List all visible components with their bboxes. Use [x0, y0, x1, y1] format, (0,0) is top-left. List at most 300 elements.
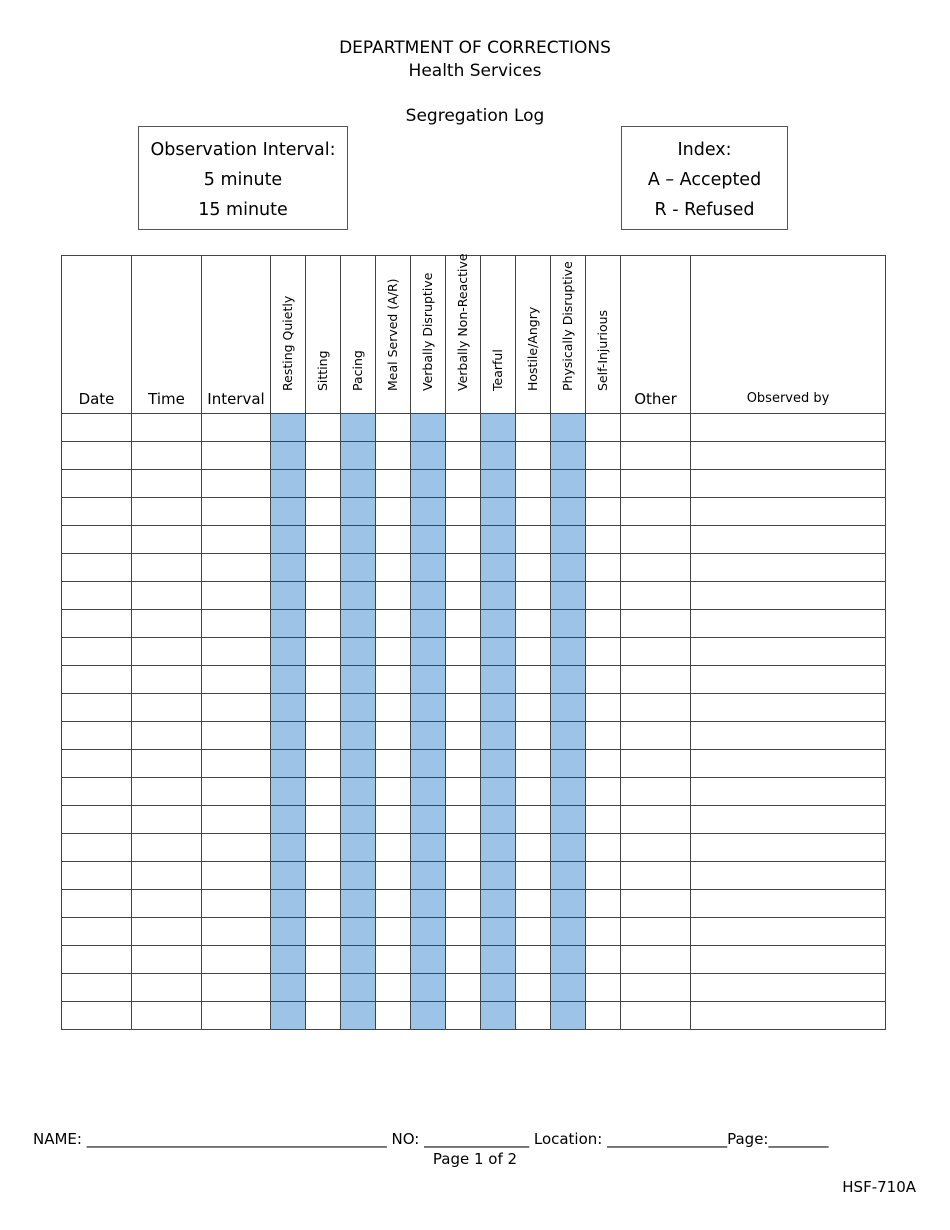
log-cell-tearful[interactable] — [481, 498, 516, 526]
log-cell-hostile-angry[interactable] — [516, 946, 551, 974]
log-cell-sitting[interactable] — [306, 582, 341, 610]
log-cell-physically-disruptive[interactable] — [551, 666, 586, 694]
log-cell-resting-quietly[interactable] — [271, 778, 306, 806]
log-cell-physically-disruptive[interactable] — [551, 946, 586, 974]
log-cell-meal-served-a-r[interactable] — [376, 554, 411, 582]
log-cell-tearful[interactable] — [481, 414, 516, 442]
log-cell-observed-by[interactable] — [691, 974, 886, 1002]
log-cell-meal-served-a-r[interactable] — [376, 582, 411, 610]
log-cell-resting-quietly[interactable] — [271, 610, 306, 638]
log-cell-physically-disruptive[interactable] — [551, 722, 586, 750]
log-cell-verbally-disruptive[interactable] — [411, 414, 446, 442]
log-cell-sitting[interactable] — [306, 498, 341, 526]
log-cell-tearful[interactable] — [481, 806, 516, 834]
log-cell-pacing[interactable] — [341, 582, 376, 610]
log-cell-meal-served-a-r[interactable] — [376, 666, 411, 694]
log-cell-physically-disruptive[interactable] — [551, 862, 586, 890]
log-cell-hostile-angry[interactable] — [516, 554, 551, 582]
log-cell-tearful[interactable] — [481, 638, 516, 666]
log-cell-meal-served-a-r[interactable] — [376, 834, 411, 862]
log-cell-time[interactable] — [132, 582, 202, 610]
log-cell-tearful[interactable] — [481, 722, 516, 750]
log-cell-physically-disruptive[interactable] — [551, 470, 586, 498]
log-cell-time[interactable] — [132, 918, 202, 946]
log-cell-pacing[interactable] — [341, 1002, 376, 1030]
log-cell-pacing[interactable] — [341, 722, 376, 750]
log-cell-self-injurious[interactable] — [586, 750, 621, 778]
log-cell-sitting[interactable] — [306, 946, 341, 974]
log-cell-physically-disruptive[interactable] — [551, 918, 586, 946]
log-cell-interval[interactable] — [202, 666, 271, 694]
log-cell-hostile-angry[interactable] — [516, 442, 551, 470]
log-cell-other[interactable] — [621, 470, 691, 498]
log-cell-self-injurious[interactable] — [586, 694, 621, 722]
log-cell-date[interactable] — [62, 862, 132, 890]
log-cell-pacing[interactable] — [341, 526, 376, 554]
log-cell-physically-disruptive[interactable] — [551, 442, 586, 470]
log-cell-tearful[interactable] — [481, 834, 516, 862]
log-cell-self-injurious[interactable] — [586, 806, 621, 834]
log-cell-observed-by[interactable] — [691, 946, 886, 974]
log-cell-verbally-non-reactive[interactable] — [446, 554, 481, 582]
log-cell-resting-quietly[interactable] — [271, 834, 306, 862]
log-cell-pacing[interactable] — [341, 470, 376, 498]
log-cell-observed-by[interactable] — [691, 778, 886, 806]
log-cell-meal-served-a-r[interactable] — [376, 890, 411, 918]
log-cell-other[interactable] — [621, 498, 691, 526]
log-cell-self-injurious[interactable] — [586, 442, 621, 470]
log-cell-sitting[interactable] — [306, 918, 341, 946]
log-cell-date[interactable] — [62, 946, 132, 974]
log-cell-verbally-non-reactive[interactable] — [446, 722, 481, 750]
log-cell-observed-by[interactable] — [691, 498, 886, 526]
log-cell-date[interactable] — [62, 442, 132, 470]
log-cell-physically-disruptive[interactable] — [551, 1002, 586, 1030]
log-cell-tearful[interactable] — [481, 1002, 516, 1030]
log-cell-observed-by[interactable] — [691, 638, 886, 666]
log-cell-sitting[interactable] — [306, 974, 341, 1002]
log-cell-pacing[interactable] — [341, 610, 376, 638]
log-cell-hostile-angry[interactable] — [516, 694, 551, 722]
log-cell-physically-disruptive[interactable] — [551, 778, 586, 806]
log-cell-pacing[interactable] — [341, 890, 376, 918]
log-cell-physically-disruptive[interactable] — [551, 750, 586, 778]
log-cell-observed-by[interactable] — [691, 750, 886, 778]
log-cell-pacing[interactable] — [341, 498, 376, 526]
log-cell-time[interactable] — [132, 694, 202, 722]
log-cell-resting-quietly[interactable] — [271, 918, 306, 946]
log-cell-date[interactable] — [62, 498, 132, 526]
log-cell-observed-by[interactable] — [691, 694, 886, 722]
log-cell-other[interactable] — [621, 862, 691, 890]
log-cell-interval[interactable] — [202, 1002, 271, 1030]
log-cell-self-injurious[interactable] — [586, 470, 621, 498]
log-cell-self-injurious[interactable] — [586, 610, 621, 638]
log-cell-observed-by[interactable] — [691, 470, 886, 498]
log-cell-physically-disruptive[interactable] — [551, 414, 586, 442]
log-cell-date[interactable] — [62, 610, 132, 638]
log-cell-observed-by[interactable] — [691, 610, 886, 638]
log-cell-interval[interactable] — [202, 638, 271, 666]
log-cell-meal-served-a-r[interactable] — [376, 974, 411, 1002]
log-cell-meal-served-a-r[interactable] — [376, 1002, 411, 1030]
log-cell-resting-quietly[interactable] — [271, 974, 306, 1002]
log-cell-pacing[interactable] — [341, 806, 376, 834]
log-cell-physically-disruptive[interactable] — [551, 890, 586, 918]
log-cell-tearful[interactable] — [481, 470, 516, 498]
log-cell-hostile-angry[interactable] — [516, 806, 551, 834]
log-cell-resting-quietly[interactable] — [271, 582, 306, 610]
log-cell-tearful[interactable] — [481, 694, 516, 722]
log-cell-hostile-angry[interactable] — [516, 638, 551, 666]
log-cell-hostile-angry[interactable] — [516, 1002, 551, 1030]
log-cell-time[interactable] — [132, 1002, 202, 1030]
log-cell-physically-disruptive[interactable] — [551, 582, 586, 610]
log-cell-hostile-angry[interactable] — [516, 498, 551, 526]
log-cell-pacing[interactable] — [341, 778, 376, 806]
log-cell-pacing[interactable] — [341, 638, 376, 666]
log-cell-other[interactable] — [621, 834, 691, 862]
log-cell-interval[interactable] — [202, 610, 271, 638]
log-cell-verbally-disruptive[interactable] — [411, 666, 446, 694]
log-cell-sitting[interactable] — [306, 470, 341, 498]
log-cell-hostile-angry[interactable] — [516, 470, 551, 498]
log-cell-sitting[interactable] — [306, 610, 341, 638]
log-cell-tearful[interactable] — [481, 610, 516, 638]
log-cell-hostile-angry[interactable] — [516, 582, 551, 610]
log-cell-interval[interactable] — [202, 414, 271, 442]
log-cell-verbally-disruptive[interactable] — [411, 806, 446, 834]
log-cell-tearful[interactable] — [481, 778, 516, 806]
log-cell-tearful[interactable] — [481, 890, 516, 918]
log-cell-interval[interactable] — [202, 946, 271, 974]
log-cell-verbally-disruptive[interactable] — [411, 722, 446, 750]
log-cell-verbally-disruptive[interactable] — [411, 946, 446, 974]
log-cell-meal-served-a-r[interactable] — [376, 470, 411, 498]
log-cell-pacing[interactable] — [341, 414, 376, 442]
log-cell-observed-by[interactable] — [691, 806, 886, 834]
log-cell-verbally-disruptive[interactable] — [411, 610, 446, 638]
log-cell-sitting[interactable] — [306, 1002, 341, 1030]
log-cell-date[interactable] — [62, 722, 132, 750]
log-cell-observed-by[interactable] — [691, 442, 886, 470]
log-cell-verbally-non-reactive[interactable] — [446, 582, 481, 610]
log-cell-meal-served-a-r[interactable] — [376, 862, 411, 890]
log-cell-time[interactable] — [132, 610, 202, 638]
log-cell-verbally-non-reactive[interactable] — [446, 610, 481, 638]
log-cell-resting-quietly[interactable] — [271, 1002, 306, 1030]
log-cell-verbally-non-reactive[interactable] — [446, 946, 481, 974]
log-cell-pacing[interactable] — [341, 694, 376, 722]
log-cell-other[interactable] — [621, 582, 691, 610]
log-cell-verbally-disruptive[interactable] — [411, 750, 446, 778]
log-cell-verbally-disruptive[interactable] — [411, 582, 446, 610]
log-cell-resting-quietly[interactable] — [271, 946, 306, 974]
log-cell-self-injurious[interactable] — [586, 834, 621, 862]
log-cell-other[interactable] — [621, 610, 691, 638]
log-cell-sitting[interactable] — [306, 806, 341, 834]
log-cell-self-injurious[interactable] — [586, 666, 621, 694]
log-cell-resting-quietly[interactable] — [271, 890, 306, 918]
log-cell-date[interactable] — [62, 890, 132, 918]
log-cell-sitting[interactable] — [306, 442, 341, 470]
log-cell-meal-served-a-r[interactable] — [376, 638, 411, 666]
log-cell-observed-by[interactable] — [691, 834, 886, 862]
log-cell-observed-by[interactable] — [691, 862, 886, 890]
log-cell-date[interactable] — [62, 750, 132, 778]
log-cell-date[interactable] — [62, 638, 132, 666]
log-cell-resting-quietly[interactable] — [271, 806, 306, 834]
log-cell-sitting[interactable] — [306, 834, 341, 862]
log-cell-pacing[interactable] — [341, 946, 376, 974]
log-cell-time[interactable] — [132, 862, 202, 890]
log-cell-interval[interactable] — [202, 750, 271, 778]
log-cell-interval[interactable] — [202, 582, 271, 610]
log-cell-resting-quietly[interactable] — [271, 470, 306, 498]
log-cell-verbally-non-reactive[interactable] — [446, 974, 481, 1002]
log-cell-resting-quietly[interactable] — [271, 666, 306, 694]
log-cell-resting-quietly[interactable] — [271, 694, 306, 722]
log-cell-verbally-non-reactive[interactable] — [446, 778, 481, 806]
log-cell-self-injurious[interactable] — [586, 498, 621, 526]
log-cell-observed-by[interactable] — [691, 526, 886, 554]
log-cell-self-injurious[interactable] — [586, 974, 621, 1002]
log-cell-interval[interactable] — [202, 442, 271, 470]
log-cell-other[interactable] — [621, 806, 691, 834]
log-cell-pacing[interactable] — [341, 918, 376, 946]
log-cell-meal-served-a-r[interactable] — [376, 946, 411, 974]
log-cell-date[interactable] — [62, 778, 132, 806]
log-cell-hostile-angry[interactable] — [516, 778, 551, 806]
log-cell-other[interactable] — [621, 946, 691, 974]
log-cell-tearful[interactable] — [481, 582, 516, 610]
log-cell-date[interactable] — [62, 1002, 132, 1030]
log-cell-date[interactable] — [62, 582, 132, 610]
log-cell-verbally-disruptive[interactable] — [411, 778, 446, 806]
log-cell-time[interactable] — [132, 638, 202, 666]
log-cell-self-injurious[interactable] — [586, 414, 621, 442]
log-cell-tearful[interactable] — [481, 442, 516, 470]
log-cell-pacing[interactable] — [341, 666, 376, 694]
log-cell-verbally-disruptive[interactable] — [411, 470, 446, 498]
log-cell-pacing[interactable] — [341, 834, 376, 862]
log-cell-tearful[interactable] — [481, 526, 516, 554]
log-cell-date[interactable] — [62, 526, 132, 554]
log-cell-resting-quietly[interactable] — [271, 526, 306, 554]
log-cell-meal-served-a-r[interactable] — [376, 694, 411, 722]
log-cell-physically-disruptive[interactable] — [551, 806, 586, 834]
log-cell-other[interactable] — [621, 890, 691, 918]
log-cell-date[interactable] — [62, 834, 132, 862]
log-cell-sitting[interactable] — [306, 778, 341, 806]
log-cell-interval[interactable] — [202, 498, 271, 526]
log-cell-self-injurious[interactable] — [586, 918, 621, 946]
log-cell-time[interactable] — [132, 666, 202, 694]
log-cell-verbally-disruptive[interactable] — [411, 498, 446, 526]
log-cell-meal-served-a-r[interactable] — [376, 918, 411, 946]
log-cell-sitting[interactable] — [306, 666, 341, 694]
log-cell-resting-quietly[interactable] — [271, 750, 306, 778]
log-cell-sitting[interactable] — [306, 414, 341, 442]
log-cell-other[interactable] — [621, 778, 691, 806]
log-cell-time[interactable] — [132, 750, 202, 778]
log-cell-verbally-disruptive[interactable] — [411, 442, 446, 470]
log-cell-interval[interactable] — [202, 722, 271, 750]
log-cell-date[interactable] — [62, 414, 132, 442]
log-cell-meal-served-a-r[interactable] — [376, 498, 411, 526]
log-cell-date[interactable] — [62, 806, 132, 834]
log-cell-verbally-non-reactive[interactable] — [446, 750, 481, 778]
log-cell-meal-served-a-r[interactable] — [376, 610, 411, 638]
log-cell-tearful[interactable] — [481, 974, 516, 1002]
log-cell-interval[interactable] — [202, 974, 271, 1002]
log-cell-verbally-non-reactive[interactable] — [446, 638, 481, 666]
log-cell-verbally-non-reactive[interactable] — [446, 890, 481, 918]
log-cell-resting-quietly[interactable] — [271, 414, 306, 442]
log-cell-other[interactable] — [621, 414, 691, 442]
log-cell-self-injurious[interactable] — [586, 638, 621, 666]
log-cell-time[interactable] — [132, 722, 202, 750]
log-cell-sitting[interactable] — [306, 890, 341, 918]
log-cell-date[interactable] — [62, 974, 132, 1002]
log-cell-verbally-disruptive[interactable] — [411, 974, 446, 1002]
log-cell-verbally-non-reactive[interactable] — [446, 862, 481, 890]
log-cell-meal-served-a-r[interactable] — [376, 750, 411, 778]
log-cell-self-injurious[interactable] — [586, 1002, 621, 1030]
log-cell-sitting[interactable] — [306, 526, 341, 554]
log-cell-verbally-non-reactive[interactable] — [446, 470, 481, 498]
log-cell-interval[interactable] — [202, 470, 271, 498]
log-cell-resting-quietly[interactable] — [271, 498, 306, 526]
log-cell-physically-disruptive[interactable] — [551, 554, 586, 582]
log-cell-other[interactable] — [621, 694, 691, 722]
log-cell-observed-by[interactable] — [691, 722, 886, 750]
log-cell-date[interactable] — [62, 470, 132, 498]
log-cell-interval[interactable] — [202, 554, 271, 582]
log-cell-hostile-angry[interactable] — [516, 414, 551, 442]
log-cell-interval[interactable] — [202, 918, 271, 946]
log-cell-time[interactable] — [132, 806, 202, 834]
log-cell-resting-quietly[interactable] — [271, 862, 306, 890]
log-cell-verbally-disruptive[interactable] — [411, 834, 446, 862]
log-cell-observed-by[interactable] — [691, 554, 886, 582]
log-cell-tearful[interactable] — [481, 862, 516, 890]
log-cell-other[interactable] — [621, 722, 691, 750]
log-cell-time[interactable] — [132, 498, 202, 526]
log-cell-hostile-angry[interactable] — [516, 666, 551, 694]
log-cell-hostile-angry[interactable] — [516, 890, 551, 918]
log-cell-pacing[interactable] — [341, 750, 376, 778]
log-cell-physically-disruptive[interactable] — [551, 498, 586, 526]
log-cell-resting-quietly[interactable] — [271, 442, 306, 470]
log-cell-date[interactable] — [62, 666, 132, 694]
log-cell-meal-served-a-r[interactable] — [376, 414, 411, 442]
log-cell-tearful[interactable] — [481, 666, 516, 694]
log-cell-sitting[interactable] — [306, 722, 341, 750]
log-cell-sitting[interactable] — [306, 862, 341, 890]
log-cell-time[interactable] — [132, 834, 202, 862]
log-cell-hostile-angry[interactable] — [516, 610, 551, 638]
log-cell-self-injurious[interactable] — [586, 582, 621, 610]
log-cell-interval[interactable] — [202, 834, 271, 862]
log-cell-verbally-non-reactive[interactable] — [446, 414, 481, 442]
log-cell-tearful[interactable] — [481, 946, 516, 974]
log-cell-verbally-non-reactive[interactable] — [446, 834, 481, 862]
log-cell-verbally-disruptive[interactable] — [411, 1002, 446, 1030]
log-cell-pacing[interactable] — [341, 554, 376, 582]
log-cell-hostile-angry[interactable] — [516, 974, 551, 1002]
log-cell-verbally-non-reactive[interactable] — [446, 442, 481, 470]
log-cell-observed-by[interactable] — [691, 890, 886, 918]
log-cell-time[interactable] — [132, 526, 202, 554]
log-cell-pacing[interactable] — [341, 974, 376, 1002]
log-cell-other[interactable] — [621, 638, 691, 666]
log-cell-other[interactable] — [621, 1002, 691, 1030]
log-cell-verbally-non-reactive[interactable] — [446, 918, 481, 946]
log-cell-verbally-non-reactive[interactable] — [446, 498, 481, 526]
log-cell-verbally-non-reactive[interactable] — [446, 1002, 481, 1030]
log-cell-sitting[interactable] — [306, 554, 341, 582]
log-cell-date[interactable] — [62, 554, 132, 582]
log-cell-meal-served-a-r[interactable] — [376, 526, 411, 554]
log-cell-time[interactable] — [132, 974, 202, 1002]
log-cell-observed-by[interactable] — [691, 918, 886, 946]
log-cell-self-injurious[interactable] — [586, 554, 621, 582]
log-cell-other[interactable] — [621, 750, 691, 778]
log-cell-time[interactable] — [132, 442, 202, 470]
log-cell-resting-quietly[interactable] — [271, 722, 306, 750]
log-cell-other[interactable] — [621, 554, 691, 582]
log-cell-tearful[interactable] — [481, 554, 516, 582]
log-cell-observed-by[interactable] — [691, 414, 886, 442]
log-cell-verbally-non-reactive[interactable] — [446, 526, 481, 554]
log-cell-hostile-angry[interactable] — [516, 918, 551, 946]
log-cell-physically-disruptive[interactable] — [551, 610, 586, 638]
log-cell-pacing[interactable] — [341, 442, 376, 470]
log-cell-interval[interactable] — [202, 694, 271, 722]
log-cell-other[interactable] — [621, 918, 691, 946]
log-cell-time[interactable] — [132, 470, 202, 498]
log-cell-resting-quietly[interactable] — [271, 638, 306, 666]
log-cell-time[interactable] — [132, 778, 202, 806]
log-cell-date[interactable] — [62, 918, 132, 946]
log-cell-hostile-angry[interactable] — [516, 750, 551, 778]
log-cell-verbally-disruptive[interactable] — [411, 918, 446, 946]
log-cell-physically-disruptive[interactable] — [551, 694, 586, 722]
log-cell-time[interactable] — [132, 554, 202, 582]
log-cell-self-injurious[interactable] — [586, 722, 621, 750]
log-cell-sitting[interactable] — [306, 750, 341, 778]
log-cell-observed-by[interactable] — [691, 666, 886, 694]
log-cell-hostile-angry[interactable] — [516, 722, 551, 750]
log-cell-meal-served-a-r[interactable] — [376, 806, 411, 834]
log-cell-other[interactable] — [621, 974, 691, 1002]
log-cell-interval[interactable] — [202, 526, 271, 554]
log-cell-date[interactable] — [62, 694, 132, 722]
log-cell-self-injurious[interactable] — [586, 946, 621, 974]
log-cell-interval[interactable] — [202, 806, 271, 834]
log-cell-verbally-disruptive[interactable] — [411, 890, 446, 918]
log-cell-observed-by[interactable] — [691, 1002, 886, 1030]
log-cell-self-injurious[interactable] — [586, 862, 621, 890]
log-cell-verbally-disruptive[interactable] — [411, 862, 446, 890]
log-cell-sitting[interactable] — [306, 694, 341, 722]
log-cell-time[interactable] — [132, 414, 202, 442]
log-cell-hostile-angry[interactable] — [516, 526, 551, 554]
log-cell-physically-disruptive[interactable] — [551, 834, 586, 862]
log-cell-hostile-angry[interactable] — [516, 834, 551, 862]
log-cell-verbally-non-reactive[interactable] — [446, 666, 481, 694]
